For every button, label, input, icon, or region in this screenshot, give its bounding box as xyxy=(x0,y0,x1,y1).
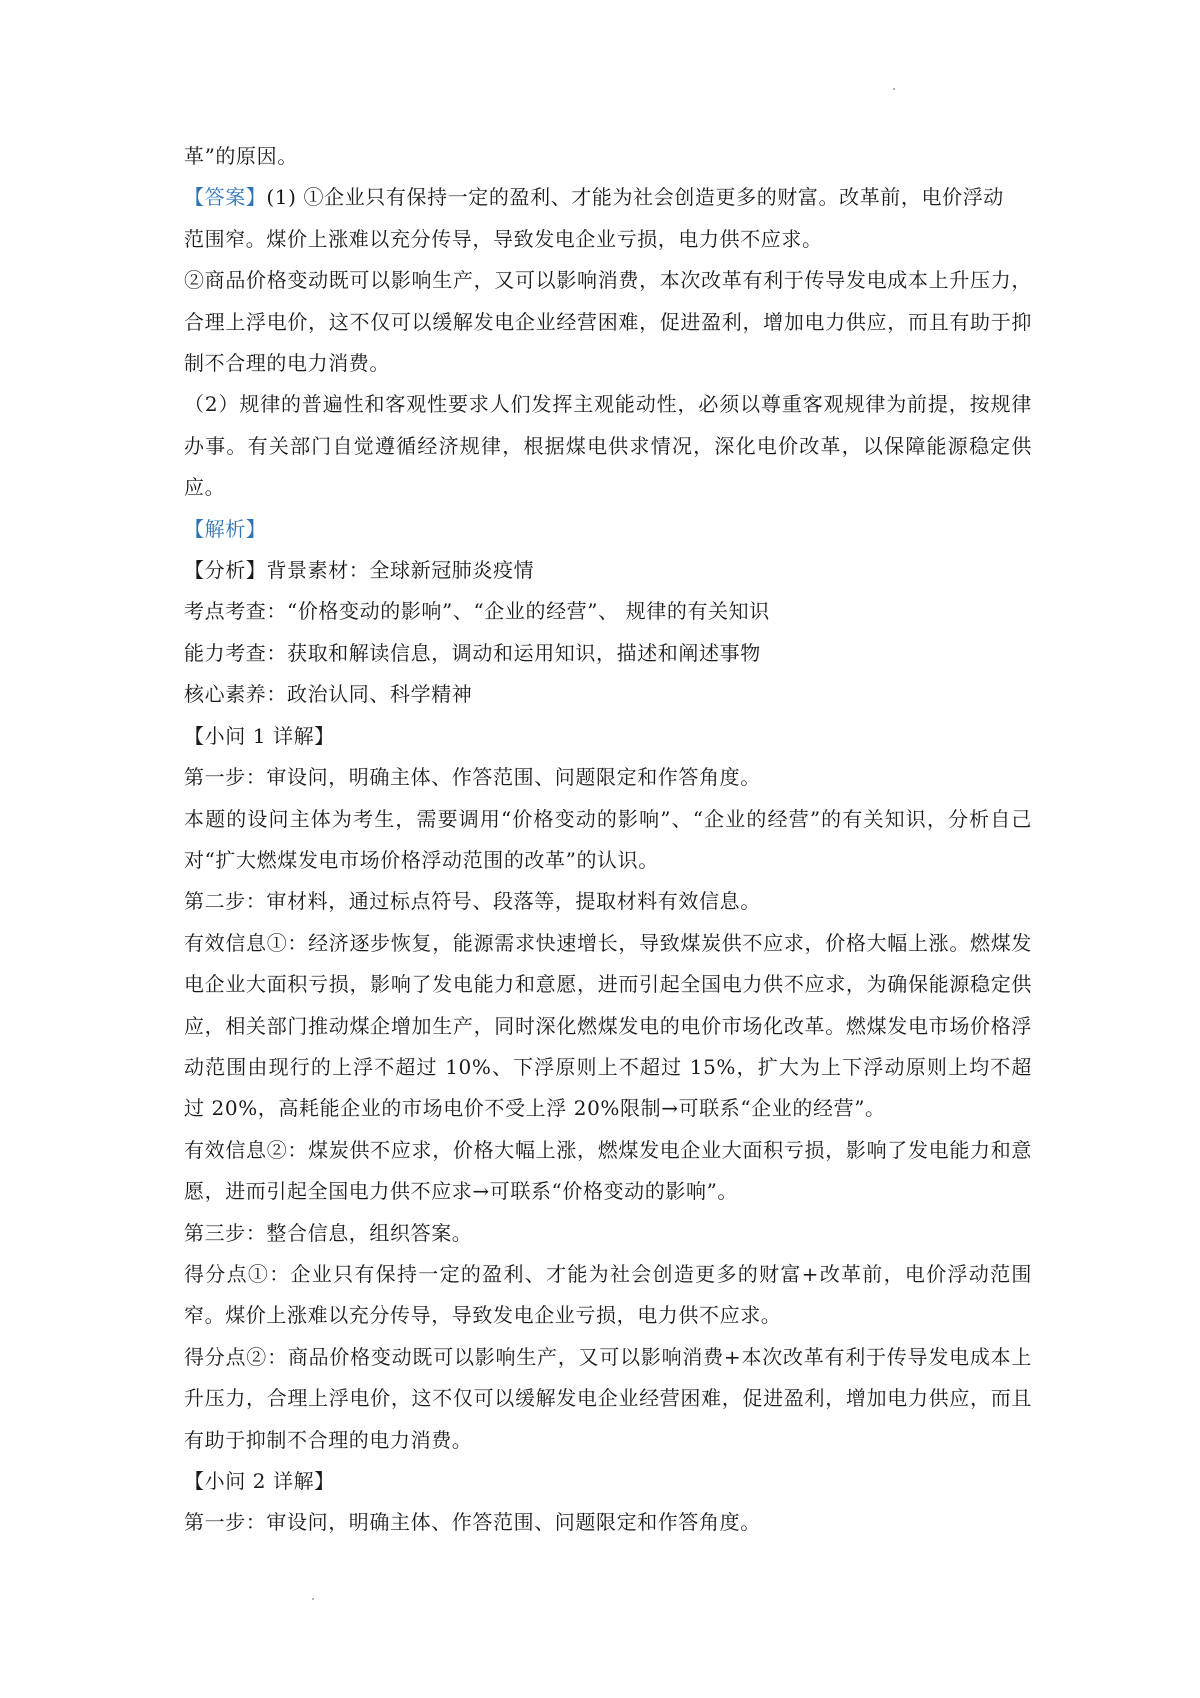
question-2-heading: 【小问 2 详解】 xyxy=(184,1469,335,1493)
answer-tag: 【答案】 xyxy=(184,185,267,210)
answer-text-2: 范围窄。煤价上涨难以充分传导，导致发电企业亏损，电力供不应求。 xyxy=(184,226,823,251)
answer-paragraph-3: （2）规律的普遍性和客观性要求人们发挥主观能动性，必须以尊重客观规律为前提，按规律办事。有关部门自觉遵循经济规律，根据煤电供求情况，深化电价改革，以保障能源稳定供应。 xyxy=(184,392,1032,500)
continued-text: 革”的原因。 xyxy=(184,144,298,168)
answer-line-1 xyxy=(184,177,1032,218)
question-1-step-3: 第三步：整合信息，组织答案。 xyxy=(184,1220,473,1245)
analysis-tag: 【解析】 xyxy=(184,516,267,541)
continued-line xyxy=(184,136,1032,177)
analysis-knowledge: 考点考查：“价格变动的影响”、“企业的经营”、 规律的有关知识 xyxy=(184,599,770,624)
question-1-step-1: 第一步：审设问，明确主体、作答范围、问题限定和作答角度。 xyxy=(184,765,761,790)
scan-dot-top xyxy=(893,88,895,90)
question-1-info-2: 有效信息②：煤炭供不应求，价格大幅上涨，燃煤发电企业大面积亏损，影响了发电能力和意愿，进而引起全国电力供不应求→可联系“价格变动的影响”。 xyxy=(184,1137,1032,1204)
analysis-ability: 能力考查：获取和解读信息，调动和运用知识，描述和阐述事物 xyxy=(184,640,761,665)
question-1-point-2: 得分点②：商品价格变动既可以影响生产，又可以影响消费+本次改革有利于传导发电成本上升压力，合理上浮电价，这不仅可以缓解发电企业经营困难，促进盈利，增加电力供应，而且有助于抑制不合理的电力消费。 xyxy=(184,1344,1032,1452)
answer-line-2 xyxy=(184,219,1032,260)
analysis-literacy: 核心素养：政治认同、科学精神 xyxy=(184,682,473,707)
scan-dot-bottom xyxy=(312,1598,314,1600)
question-2-step-1: 第一步：审设问，明确主体、作答范围、问题限定和作答角度。 xyxy=(184,1510,761,1535)
answer-text-1: (1) ①企业只有保持一定的盈利、才能为社会创造更多的财富。改革前，电价浮动 xyxy=(266,185,1004,210)
question-1-subject: 本题的设问主体为考生，需要调用“价格变动的影响”、“企业的经营”的有关知识，分析自己对“扩大燃煤发电市场价格浮动范围的改革”的认识。 xyxy=(184,806,1032,872)
document-page xyxy=(184,136,1032,1544)
analysis-heading xyxy=(184,509,1032,550)
question-1-step-2: 第二步：审材料，通过标点符号、段落等，提取材料有效信息。 xyxy=(184,889,761,914)
question-1-heading: 【小问 1 详解】 xyxy=(184,723,335,748)
analysis-background: 【分析】背景素材：全球新冠肺炎疫情 xyxy=(184,558,535,583)
answer-paragraph-2: ②商品价格变动既可以影响生产，又可以影响消费，本次改革有利于传导发电成本上升压力，合理上浮电价，这不仅可以缓解发电企业经营困难，促进盈利，增加电力供应，而且有助于抑制不合理的电力消费。 xyxy=(184,268,1032,376)
question-1-point-1: 得分点①：企业只有保持一定的盈利、才能为社会创造更多的财富+改革前，电价浮动范围窄。煤价上涨难以充分传导，导致发电企业亏损，电力供不应求。 xyxy=(184,1261,1032,1328)
question-1-info-1: 有效信息①：经济逐步恢复，能源需求快速增长，导致煤炭供不应求，价格大幅上涨。燃煤发电企业大面积亏损，影响了发电能力和意愿，进而引起全国电力供不应求，为确保能源稳定供应，相关部门推动煤企增加生产，同时深化燃煤发电的电价市场化改革。燃煤发电市场价格浮动范围由现行的上浮不超过 10%、下浮原则上不超过 15%，扩大为上下浮动原则上均不超过 20%，高耗能企业的市场电价不受上浮 20%限制→可联系“企业的经营”。 xyxy=(184,930,1032,1121)
